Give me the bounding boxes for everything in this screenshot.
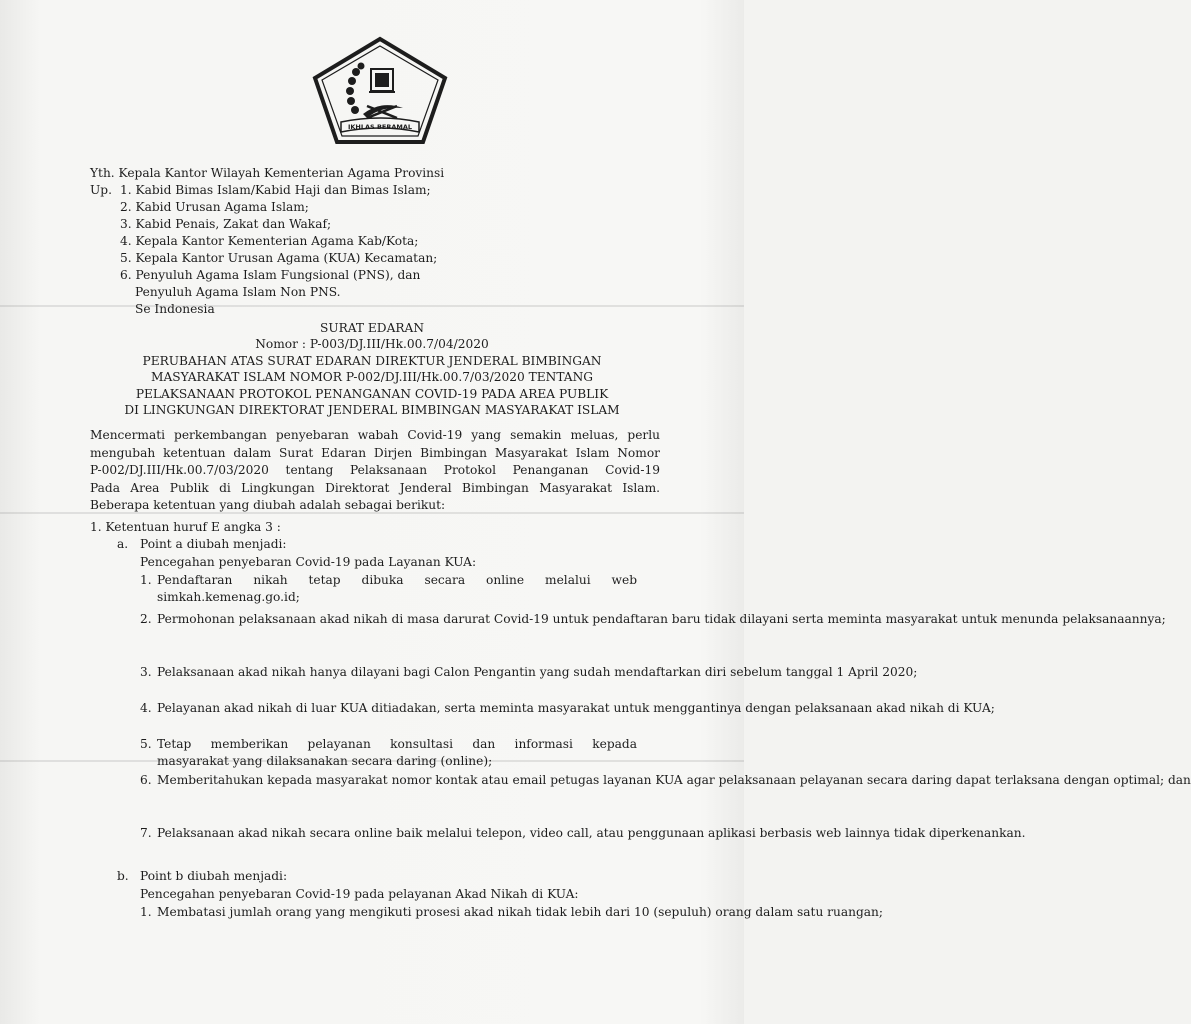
item-text-block xyxy=(157,572,637,606)
point-label: b. xyxy=(117,869,129,883)
item-line: Pelayanan akad nikah di luar KUA ditiadakan, serta meminta masyarakat xyxy=(157,701,610,715)
item-line: layanan KUA agar pelaksanaan pelayanan secara daring dapat terlaksana xyxy=(603,773,1060,787)
intro-line: Mencermati perkembangan penyebaran wabah Covid-19 yang semakin meluas, perlu xyxy=(90,428,660,442)
point-subtitle: Pencegahan penyebaran Covid-19 pada pelayanan Akad Nikah di KUA: xyxy=(140,887,579,901)
item-line: Pendaftaran nikah tetap dibuka secara online melalui web xyxy=(157,573,637,587)
up-label: Up. xyxy=(90,183,112,197)
item-line: atau penggunaan aplikasi berbasis web lainnya tidak diperkenankan. xyxy=(596,826,1026,840)
item-text-block xyxy=(157,825,1026,842)
point-subtitle: Pencegahan penyebaran Covid-19 pada Layanan KUA: xyxy=(140,555,477,569)
item-line: Pelaksanaan akad nikah hanya dilayani bagi Calon Pengantin yang sudah xyxy=(157,665,611,679)
document-number: Nomor : P-003/DJ.III/Hk.00.7/04/2020 xyxy=(255,337,489,351)
item-line: Memberitahukan kepada masyarakat nomor kontak atau email petugas xyxy=(157,773,600,787)
item-line: untuk menggantinya dengan pelaksanaan akad nikah di KUA; xyxy=(613,701,995,715)
recipient-item: 4. Kepala Kantor Kementerian Agama Kab/Kota; xyxy=(120,234,419,248)
paper-fold xyxy=(0,305,744,307)
intro-line: Beberapa ketentuan yang diubah adalah sebagai berikut: xyxy=(90,498,446,512)
recipient-item: 2. Kabid Urusan Agama Islam; xyxy=(120,200,309,214)
item-number: 5. xyxy=(140,737,152,751)
item-text-block xyxy=(157,664,918,681)
item-number: 3. xyxy=(140,665,152,679)
item-line: menunda pelaksanaannya; xyxy=(1001,612,1166,626)
subject-line: PERUBAHAN ATAS SURAT EDARAN DIREKTUR JENDERAL BIMBINGAN xyxy=(142,354,602,368)
item-text-block xyxy=(157,772,1191,789)
item-line: pendaftaran baru tidak dilayani serta meminta masyarakat untuk xyxy=(592,612,998,626)
ministry-emblem xyxy=(311,36,449,146)
item-number: 4. xyxy=(140,701,152,715)
subject-line: PELAKSANAAN PROTOKOL PENANGANAN COVID-19 PADA AREA PUBLIK xyxy=(135,387,609,401)
point-title: Point b diubah menjadi: xyxy=(140,869,288,883)
intro-line: P-002/DJ.III/Hk.00.7/03/2020 tentang Pelaksanaan Protokol Penanganan Covid-19 xyxy=(90,463,660,477)
item-line: dengan optimal; dan xyxy=(1063,773,1191,787)
intro-line: mengubah ketentuan dalam Surat Edaran Dirjen Bimbingan Masyarakat Islam Nomor xyxy=(90,445,660,460)
svg-text:IKHLAS BERAMAL: IKHLAS BERAMAL xyxy=(347,123,413,131)
item-number: 1. xyxy=(140,905,152,919)
subject-line: DI LINGKUNGAN DIREKTORAT JENDERAL BIMBINGAN MASYARAKAT ISLAM xyxy=(124,403,620,417)
item-number: 7. xyxy=(140,826,152,840)
item-number: 2. xyxy=(140,612,152,626)
point-label: a. xyxy=(117,537,129,551)
intro-paragraph xyxy=(90,427,660,515)
item-line: Tetap memberikan pelayanan konsultasi dan informasi kepada xyxy=(157,737,637,751)
intro-line: Pada Area Publik di Lingkungan Direktorat Jenderal Bimbingan Masyarakat Islam. xyxy=(90,480,660,495)
document-title: SURAT EDARAN xyxy=(319,321,425,335)
item-line: 10 (sepuluh) orang dalam satu ruangan; xyxy=(633,905,883,919)
subject-line: MASYARAKAT ISLAM NOMOR P-002/DJ.III/Hk.00.7/03/2020 TENTANG xyxy=(151,370,593,384)
item-line: mendaftarkan diri sebelum tanggal 1 April 2020; xyxy=(614,665,918,679)
emblem-icon xyxy=(311,36,449,146)
item-line: Pelaksanaan akad nikah secara online baik melalui telepon, video call, xyxy=(157,826,593,840)
item-line: simkah.kemenag.go.id; xyxy=(157,590,300,604)
item-number: 1. xyxy=(140,573,152,587)
recipient-item: 1. Kabid Bimas Islam/Kabid Haji dan Bimas Islam; xyxy=(120,183,431,197)
recipient-item: 3. Kabid Penais, Zakat dan Wakaf; xyxy=(120,217,332,231)
item-line: masyarakat yang dilaksanakan secara daring (online); xyxy=(157,754,493,768)
recipient-scope: Se Indonesia xyxy=(135,302,215,316)
item-text-block xyxy=(157,904,883,921)
recipient-line: Yth. Kepala Kantor Wilayah Kementerian Agama Provinsi xyxy=(90,166,445,180)
recipient-item: 6. Penyuluh Agama Islam Fungsional (PNS), dan xyxy=(120,268,421,282)
item-line: Permohonan pelaksanaan akad nikah di masa darurat Covid-19 untuk xyxy=(157,612,589,626)
item-text-block xyxy=(157,611,1166,628)
item-text-block xyxy=(157,700,995,717)
point-title: Point a diubah menjadi: xyxy=(140,537,287,551)
section-heading: 1. Ketentuan huruf E angka 3 : xyxy=(90,520,281,534)
recipient-item: 5. Kepala Kantor Urusan Agama (KUA) Kecamatan; xyxy=(120,251,438,265)
item-text-block xyxy=(157,736,637,770)
item-number: 6. xyxy=(140,773,152,787)
item-line: Membatasi jumlah orang yang mengikuti prosesi akad nikah tidak lebih dari xyxy=(157,905,631,919)
recipient-item-cont: Penyuluh Agama Islam Non PNS. xyxy=(135,285,341,299)
